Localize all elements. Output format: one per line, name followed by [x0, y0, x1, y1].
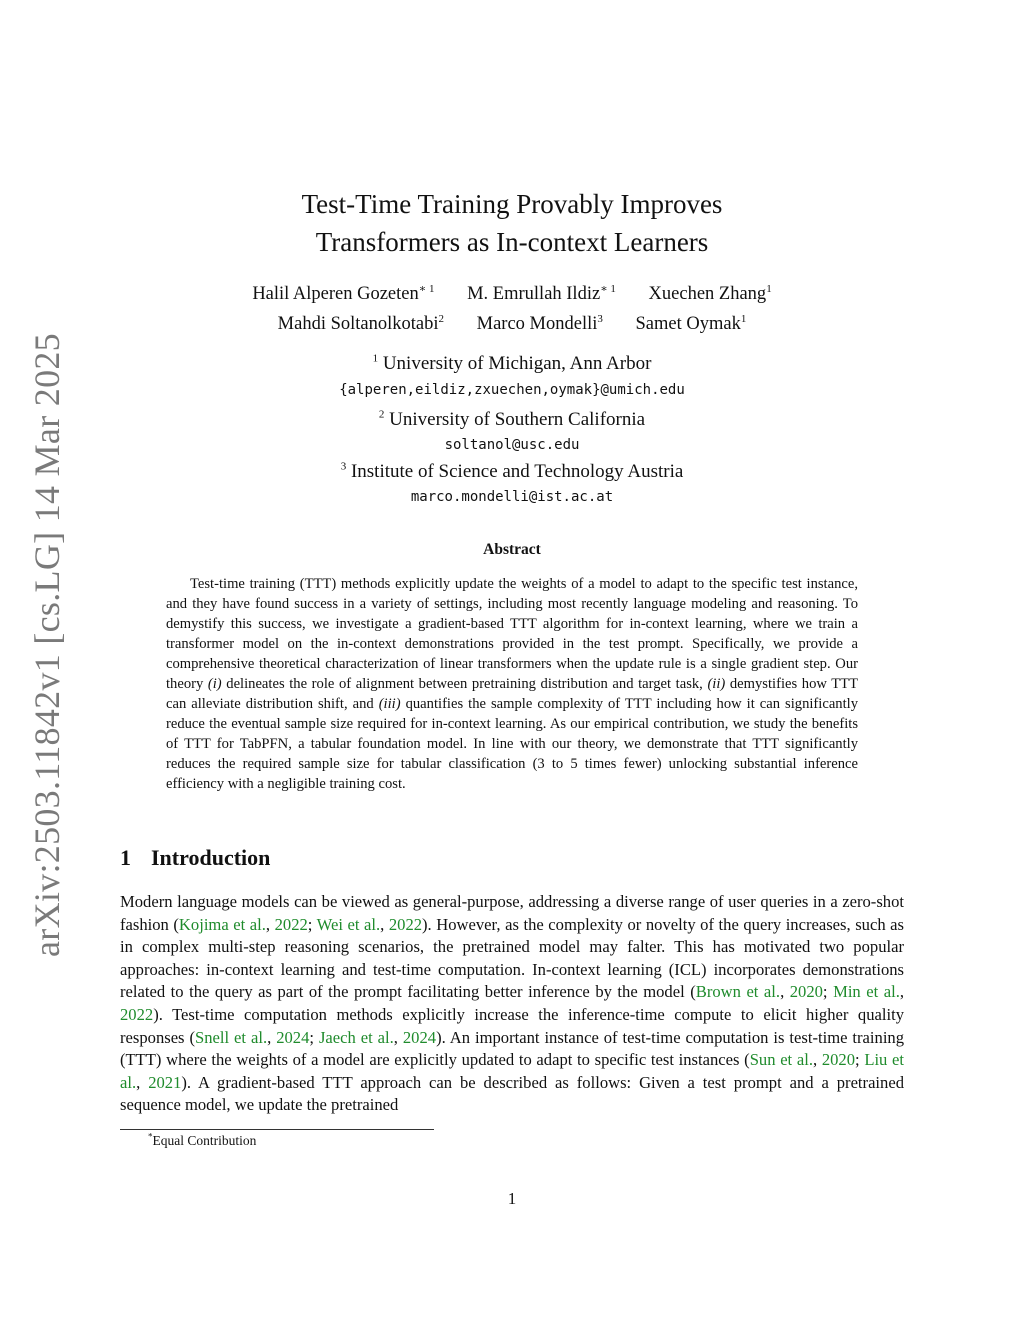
title-line-1: Test-Time Training Provably Improves: [301, 189, 723, 219]
affiliation-email: marco.mondelli@ist.ac.at: [410, 489, 614, 505]
intro-paragraph: Modern language models can be viewed as general-purpose, addressing a diverse range of user queries in a zero-shot fashion (Kojima et al., 2022; Wei et al., 2022). However, as the complexity or novelty of the query increases, such as in complex multi-step reasoning scenarios, the pretrained model may falter. This has motivated two popular approaches: in-context learning and test-time computation. In-context learning (ICL) incorporates demonstrations related to the query as part of the prompt facilitating better inference by the model (Brown et al., 2020; Min et al., 2022). Test-time computation methods explicitly increase the inference-time compute to elicit higher quality responses (Snell et al., 2024; Jaech et al., 2024). An important instance of test-time computation is test-time training (TTT) where the weights of a model are explicitly updated to adapt to specific test instances (Sun et al., 2020; Liu et al., 2021). A gradient-based TTT approach can be described as follows: Given a test prompt and a pretrained sequence model, we update the pretrained: [120, 892, 905, 1115]
citation-year-link[interactable]: 2024: [402, 1027, 437, 1047]
affiliation: $^1$ University of Michigan, Ann Arbor: [372, 352, 652, 374]
citation-year-link[interactable]: 2022: [388, 914, 423, 934]
citation-link[interactable]: Sun et al.: [749, 1050, 813, 1070]
author: Mahdi Soltanolkotabi$^2$: [277, 312, 444, 334]
section-title: Introduction: [151, 845, 271, 870]
citation-year-link[interactable]: 2020: [789, 982, 823, 1002]
author: Marco Mondelli$^3$: [476, 312, 603, 334]
affiliation-email: {alperen,eildiz,zxuechen,oymak}@umich.edu: [339, 382, 685, 398]
citation-link[interactable]: Kojima et al.: [178, 914, 266, 934]
abstract-heading: Abstract: [483, 541, 541, 558]
author: Samet Oymak$^1$: [635, 312, 747, 334]
abstract-body: Test-time training (TTT) methods explicitly update the weights of a model to adapt to the specific test instance, and they have found success in a variety of settings, including most recently language modeling and reasoning. To demystify this success, we investigate a gradient-based TTT algorithm for in-context learning, where we train a transformer model on the in-context demonstrations provided in the test prompt. Specifically, we provide a comprehensive theoretical characterization of linear transformers when the update rule is a single gradient step. Our theory (i) delineates the role of alignment between pretraining distribution and target task, (ii) demystifies how TTT can alleviate distribution shift, and (iii) quantifies the sample complexity of TTT including how it can significantly reduce the eventual sample size required for in-context learning. As our empirical contribution, we study the benefits of TTT for TabPFN, a tabular foundation model. In line with our theory, we demonstrate that TTT significantly reduces the required sample size for tabular classification (3 to 5 times fewer) unlocking substantial inference efficiency with a negligible training cost.: [166, 576, 858, 792]
author: M. Emrullah Ildiz$^{∗ 1}$: [467, 282, 616, 304]
affiliation-email: soltanol@usc.edu: [444, 437, 580, 453]
citation-link[interactable]: Min et al.: [833, 982, 900, 1002]
author-row-2: [0, 310, 1024, 338]
citation-link[interactable]: Brown et al.: [695, 982, 781, 1002]
page-number: 1: [507, 1189, 517, 1208]
citation-link[interactable]: Snell et al.: [195, 1027, 268, 1047]
citation-link[interactable]: Wei et al.: [316, 914, 381, 934]
affiliation: $^3$ Institute of Science and Technology Austria: [340, 460, 684, 482]
title-line-2: Transformers as In-context Learners: [315, 227, 709, 257]
citation-year-link[interactable]: 2024: [276, 1027, 310, 1047]
author: Halil Alperen Gozeten$^{∗ 1}$: [252, 282, 435, 304]
citation-link[interactable]: Jaech et al.: [318, 1027, 394, 1047]
citation-link[interactable]: Liu et al.: [120, 1050, 905, 1092]
arxiv-identifier: arXiv:2503.11842v1 [cs.LG] 14 Mar 2025: [27, 333, 67, 957]
footnote: *Equal Contribution: [148, 1131, 257, 1148]
section-heading: [120, 845, 270, 871]
citation-year-link[interactable]: 2021: [148, 1072, 182, 1092]
paper-title: [0, 185, 1024, 261]
author: Xuechen Zhang$^1$: [648, 282, 772, 304]
citation-year-link[interactable]: 2022: [274, 914, 308, 934]
section-number: 1: [120, 845, 131, 870]
affiliation: $^2$ University of Southern California: [378, 408, 646, 430]
citation-year-link[interactable]: 2022: [120, 1004, 154, 1024]
footnote-rule: [120, 1129, 434, 1130]
author-row-1: [0, 280, 1024, 308]
citation-year-link[interactable]: 2020: [821, 1050, 856, 1070]
